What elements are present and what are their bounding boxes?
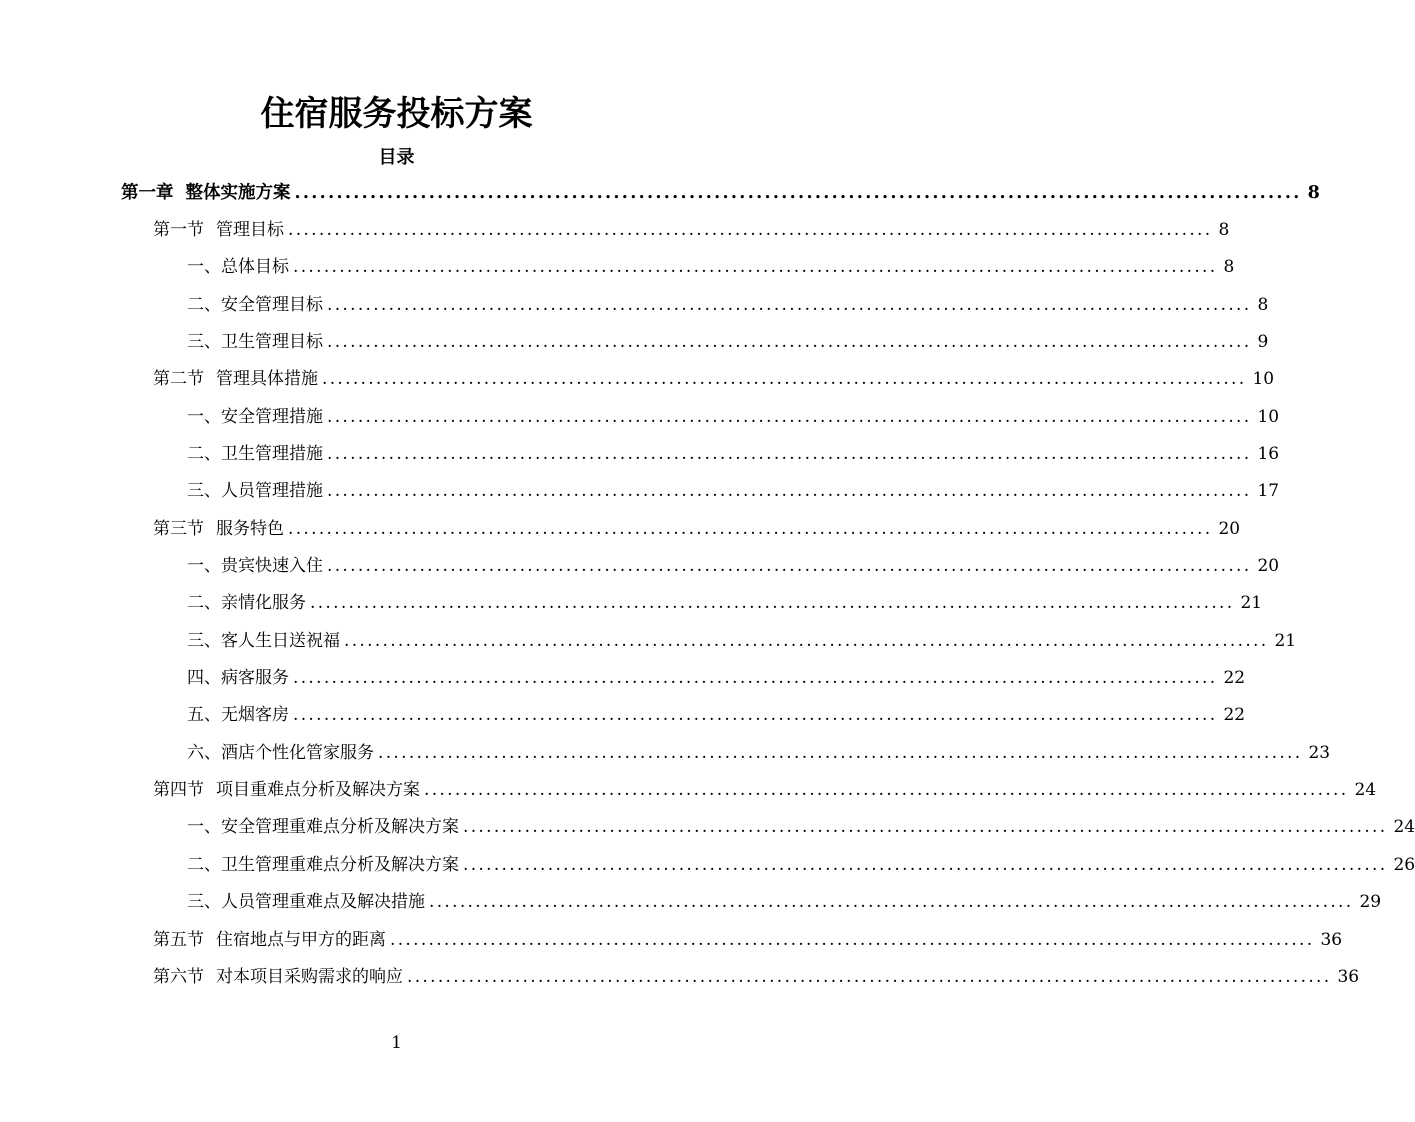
toc-entry-title: 贵宾快速入住 (221, 556, 323, 576)
toc-dot-leader: ........................................................................................................................ (327, 481, 1252, 502)
toc-entry-number: 二、 (187, 854, 221, 875)
toc-entry-number: 第三节 (153, 518, 204, 539)
toc-entry-number: 第四节 (153, 780, 204, 801)
toc-dot-leader: ........................................................................................................................ (327, 556, 1252, 576)
toc-subsection-entry[interactable] (187, 809, 1415, 846)
toc-entry-title: 总体目标 (221, 257, 289, 278)
toc-entry-label (187, 704, 289, 726)
toc-subsection-entry[interactable] (187, 398, 1280, 435)
toc-subsection-entry[interactable] (187, 622, 1297, 659)
toc-entry-page: 20 (1218, 518, 1241, 539)
toc-entry-label (187, 891, 425, 913)
toc-entry-title: 整体实施方案 (185, 182, 291, 203)
toc-entry-label (187, 592, 306, 614)
toc-section-entry[interactable] (153, 510, 1241, 547)
toc-entry-title: 住宿地点与甲方的距离 (216, 929, 386, 950)
toc-subsection-entry[interactable] (187, 734, 1331, 771)
toc-entry-title: 卫生管理重难点分析及解决方案 (221, 854, 459, 875)
toc-entry-title: 安全管理重难点分析及解决方案 (221, 817, 459, 838)
toc-dot-leader: ........................................................................................................................ (327, 443, 1252, 464)
toc-subsection-entry[interactable] (187, 884, 1382, 921)
toc-entry-label (121, 182, 291, 204)
toc-entry-number: 第一节 (153, 219, 204, 240)
toc-entry-title: 卫生管理目标 (221, 331, 323, 352)
toc-entry-page: 10 (1252, 369, 1275, 390)
toc-entry-label (187, 555, 323, 577)
toc-entry-label (187, 256, 289, 278)
toc-dot-leader: ........................................................................................................................ (310, 593, 1235, 614)
toc-dot-leader: ........................................................................................................................ (294, 182, 1302, 203)
toc-entry-title: 人员管理措施 (221, 481, 323, 502)
toc-subsection-entry[interactable] (187, 435, 1280, 472)
toc-entry-title: 亲情化服务 (221, 593, 306, 614)
toc-entry-title: 无烟客房 (221, 705, 289, 726)
toc-dot-leader: ........................................................................................................................ (463, 854, 1388, 875)
toc-subsection-entry[interactable] (187, 323, 1269, 360)
toc-dot-leader: ........................................................................................................................ (322, 369, 1247, 390)
toc-subsection-entry[interactable] (187, 286, 1269, 323)
toc-entry-page: 8 (1218, 219, 1230, 240)
toc-entry-label (187, 331, 323, 353)
toc-entry-number: 一、 (187, 406, 221, 427)
toc-chapter-entry[interactable] (121, 174, 1320, 211)
toc-entry-title: 服务特色 (216, 518, 284, 539)
toc-entry-title: 酒店个性化管家服务 (221, 742, 374, 763)
document-title: 住宿服务投标方案 (260, 94, 533, 134)
toc-entry-label (187, 742, 374, 764)
toc-entry-label (153, 966, 403, 988)
toc-entry-number: 第六节 (153, 966, 204, 987)
toc-entry-number: 三、 (187, 331, 221, 352)
toc-entry-number: 五、 (187, 705, 221, 726)
toc-subsection-entry[interactable] (187, 846, 1415, 883)
toc-dot-leader: ........................................................................................................................ (378, 742, 1303, 763)
toc-entry-number: 六、 (187, 742, 221, 763)
toc-entry-title: 管理目标 (216, 219, 284, 240)
toc-entry-label (153, 368, 318, 390)
toc-entry-label (153, 518, 284, 540)
toc-entry-title: 管理具体措施 (216, 369, 318, 390)
toc-entry-page: 29 (1359, 892, 1382, 913)
toc-entry-label (187, 667, 289, 689)
toc-dot-leader: ........................................................................................................................ (429, 892, 1354, 913)
toc-entry-page: 21 (1274, 630, 1297, 651)
toc-dot-leader: ........................................................................................................................ (407, 966, 1332, 987)
toc-entry-number: 第五节 (153, 929, 204, 950)
toc-dot-leader: ........................................................................................................................ (424, 780, 1349, 801)
toc-entry-page: 22 (1223, 668, 1246, 689)
toc-entry-page: 8 (1257, 294, 1269, 315)
toc-entry-number: 一、 (187, 257, 221, 278)
toc-section-entry[interactable] (153, 772, 1377, 809)
toc-entry-title: 病客服务 (221, 668, 289, 689)
toc-entry-page: 20 (1257, 556, 1280, 576)
toc-entry-number: 二、 (187, 443, 221, 464)
toc-entry-title: 卫生管理措施 (221, 443, 323, 464)
toc-entry-page: 10 (1257, 406, 1280, 427)
toc-entry-number: 二、 (187, 593, 221, 614)
toc-entry-label (153, 779, 420, 801)
toc-section-entry[interactable] (153, 211, 1230, 248)
toc-section-entry[interactable] (153, 958, 1360, 995)
toc-entry-label (187, 406, 323, 428)
toc-dot-leader: ........................................................................................................................ (288, 219, 1213, 240)
toc-subsection-entry[interactable] (187, 585, 1263, 622)
toc-section-entry[interactable] (153, 921, 1343, 958)
toc-entry-number: 二、 (187, 294, 221, 315)
toc-entry-page: 21 (1240, 593, 1263, 614)
toc-entry-number: 三、 (187, 481, 221, 502)
toc-entry-page: 22 (1223, 705, 1246, 726)
toc-entry-number: 三、 (187, 630, 221, 651)
toc-entry-page: 17 (1257, 481, 1280, 502)
toc-entry-page: 36 (1337, 966, 1360, 987)
toc-dot-leader: ........................................................................................................................ (293, 668, 1218, 689)
toc-entry-label (153, 929, 386, 951)
toc-subsection-entry[interactable] (187, 697, 1246, 734)
toc-dot-leader: ........................................................................................................................ (390, 929, 1315, 950)
toc-heading: 目录 (378, 147, 415, 168)
toc-entry-label (153, 219, 284, 241)
toc-entry-label (187, 443, 323, 465)
toc-entry-label (187, 816, 459, 838)
toc-dot-leader: ........................................................................................................................ (293, 257, 1218, 278)
toc-entry-page: 16 (1257, 443, 1280, 464)
toc-dot-leader: ........................................................................................................................ (288, 518, 1213, 539)
toc-subsection-entry[interactable] (187, 660, 1246, 697)
toc-subsection-entry[interactable] (187, 249, 1235, 286)
toc-entry-label (187, 854, 459, 876)
toc-entry-label (187, 630, 340, 652)
toc-entry-title: 安全管理目标 (221, 294, 323, 315)
toc-entry-page: 8 (1307, 182, 1320, 203)
toc-entry-title: 项目重难点分析及解决方案 (216, 780, 420, 801)
toc-dot-leader: ........................................................................................................................ (463, 817, 1388, 838)
toc-subsection-entry[interactable] (187, 473, 1280, 510)
toc-entry-page: 9 (1257, 331, 1269, 352)
toc-dot-leader: ........................................................................................................................ (327, 406, 1252, 427)
toc-entry-page: 24 (1393, 817, 1415, 838)
toc-entry-number: 第一章 (121, 182, 174, 203)
toc-dot-leader: ........................................................................................................................ (327, 331, 1252, 352)
toc-entry-title: 人员管理重难点及解决措施 (221, 892, 425, 913)
toc-entry-number: 一、 (187, 556, 221, 576)
toc-entry-label (187, 480, 323, 502)
toc-entry-page: 26 (1393, 854, 1415, 875)
toc-dot-leader: ........................................................................................................................ (327, 294, 1252, 315)
toc-entry-number: 第二节 (153, 369, 204, 390)
toc-entry-title: 对本项目采购需求的响应 (216, 966, 403, 987)
toc-entry-number: 一、 (187, 817, 221, 838)
toc-entry-number: 四、 (187, 668, 221, 689)
toc-section-entry[interactable] (153, 361, 1275, 398)
toc-entry-title: 安全管理措施 (221, 406, 323, 427)
toc-entry-title: 客人生日送祝福 (221, 630, 340, 651)
toc-dot-leader: ........................................................................................................................ (344, 630, 1269, 651)
toc-subsection-entry[interactable] (187, 548, 1280, 585)
page-number: 1 (391, 1033, 402, 1053)
toc-entry-number: 三、 (187, 892, 221, 913)
toc-entry-page: 36 (1320, 929, 1343, 950)
toc-entry-page: 24 (1354, 780, 1377, 801)
toc-entry-label (187, 294, 323, 316)
toc-entry-page: 23 (1308, 742, 1331, 763)
toc-entry-page: 8 (1223, 257, 1235, 278)
toc-dot-leader: ........................................................................................................................ (293, 705, 1218, 726)
